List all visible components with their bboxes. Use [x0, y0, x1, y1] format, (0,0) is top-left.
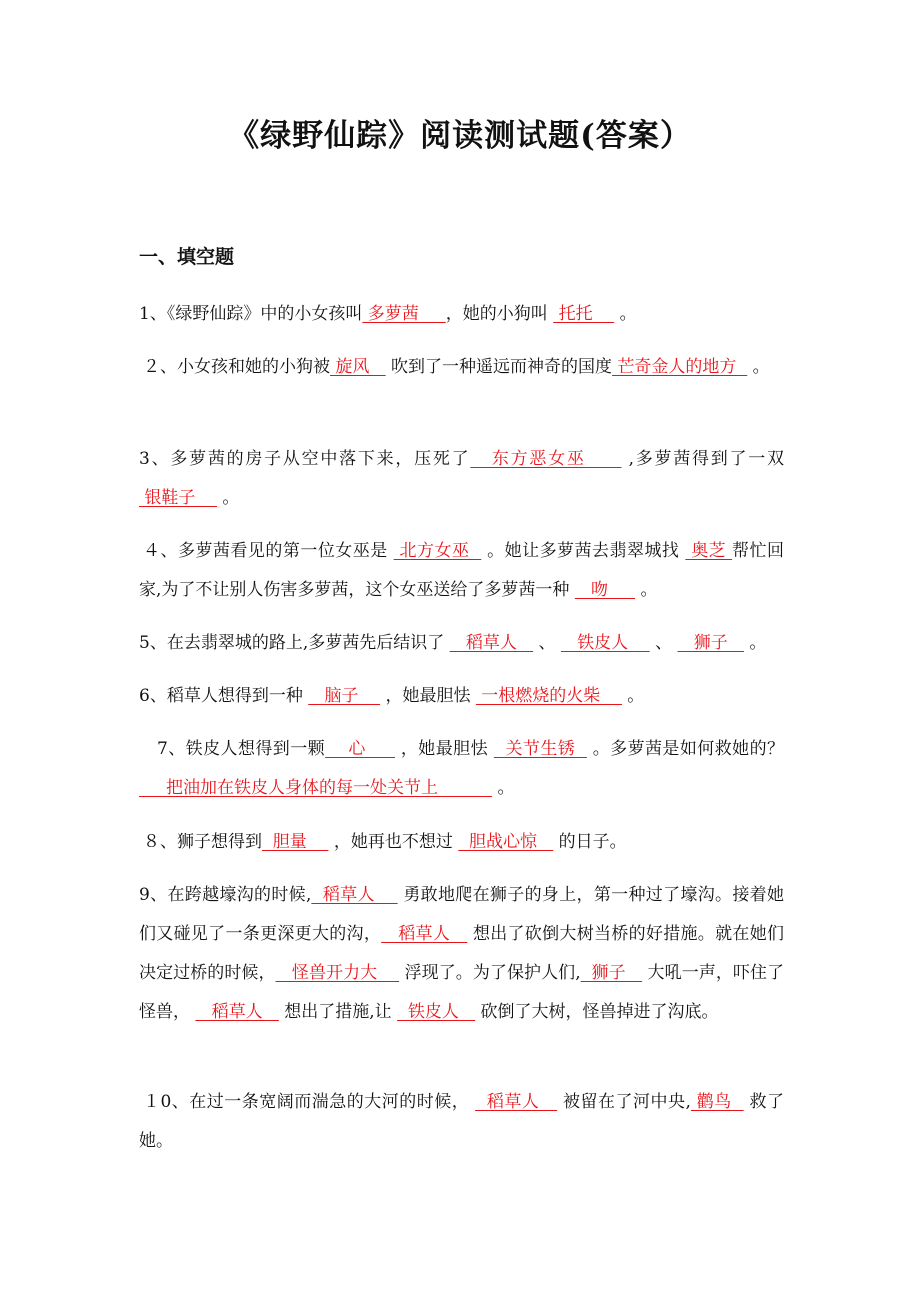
answer-blank: 北方女巫 [393, 541, 482, 561]
question-text: 想出了措施,让 [278, 1002, 398, 1022]
question-8 [139, 823, 784, 862]
question-text: ８、狮子想得到 [143, 832, 262, 852]
question-7 [139, 730, 784, 808]
question-text: 5、在去翡翠城的路上,多萝茜先后结识了 [139, 633, 450, 653]
question-text: ,多萝茜得到了一双 [621, 449, 784, 469]
answer-blank: 稻草人 [311, 885, 398, 905]
question-text: 。多萝茜是如何救她的？ [586, 739, 785, 759]
question-text: 3、多萝茜的房子从空中落下来，压死了 [139, 449, 471, 469]
answer-blank: 铁皮人 [397, 1002, 476, 1022]
question-text: 被留在了河中央, [557, 1092, 691, 1112]
question-9 [139, 876, 784, 1032]
answer-blank: 脑子 [308, 686, 381, 706]
question-text: 。 [635, 580, 658, 600]
question-text: 勇敢地爬在狮子的身上，第一种过了壕沟。接着她们又碰见了一条更深更大的沟， [139, 885, 784, 944]
question-text: 6、稻草人想得到一种 [139, 686, 309, 706]
question-text: 。 [614, 304, 637, 324]
question-text: 、 [533, 633, 561, 653]
answer-blank: 稻草人 [195, 1002, 279, 1022]
question-6 [139, 677, 784, 716]
answer-blank: 旋风 [330, 357, 386, 377]
answer-blank: 稻草人 [381, 924, 468, 944]
answer-blank: 一根燃烧的火柴 [475, 686, 622, 706]
question-text: 救了她。 [139, 1092, 784, 1151]
answer-blank: 托托 [553, 304, 615, 324]
answer-blank: 东方恶女巫 [470, 449, 622, 469]
question-text: 浮现了。为了保护人们, [399, 963, 581, 983]
answer-blank: 胆战心惊 [458, 832, 554, 852]
answer-blank: 铁皮人 [560, 633, 650, 653]
question-text: 帮忙回家,为了不让别人伤害多萝茜，这个女巫送给了多萝茜一种 [139, 541, 785, 600]
answer-blank: 芒奇金人的地方 [612, 357, 748, 377]
question-4 [139, 532, 784, 610]
answer-blank: 关节生锈 [493, 739, 587, 759]
question-text: 。 [743, 633, 767, 653]
question-text: 、 [649, 633, 678, 653]
question-text: 。 [621, 686, 645, 706]
question-text: 9、在跨越壕沟的时候, [139, 885, 312, 905]
question-5 [139, 624, 784, 663]
answer-blank: 胆量 [262, 832, 329, 852]
question-text: 砍倒了大树，怪兽掉进了沟底。 [475, 1002, 719, 1022]
question-text: 的日子。 [553, 832, 627, 852]
question-text: 。 [747, 357, 770, 377]
answer-blank: 吻 [574, 580, 636, 600]
question-text: 。 [217, 488, 240, 508]
question-text: ，她的小狗叫 [445, 304, 554, 324]
answer-blank: 银鞋子 [139, 488, 218, 508]
question-text: 。她让多萝茜去翡翠城找 [481, 541, 686, 561]
question-text: 想出了砍倒大树当桥的好措施。就在她们决定过桥的时候， [139, 924, 784, 983]
question-text: 大吼一声，吓住了怪兽， [139, 963, 785, 1022]
question-2 [139, 348, 784, 387]
answer-blank: 奥芝 [685, 541, 733, 561]
question-text: ，她最胆怯 [380, 686, 476, 706]
question-text: ，她最胆怯 [395, 739, 494, 759]
question-3 [139, 440, 784, 518]
question-text: １0、在过一条宽阔而湍急的大河的时候， [143, 1092, 476, 1112]
answer-blank: 怪兽开力大 [275, 963, 400, 983]
question-text: 7、铁皮人想得到一颗 [157, 739, 326, 759]
question-text: ４、多萝茜看见的第一位女巫是 [143, 541, 394, 561]
question-text: ，她再也不想过 [328, 832, 459, 852]
document-title: 《绿野仙踪》阅读测试题(答案） [228, 118, 692, 154]
answer-blank: 鹳鸟 [690, 1092, 744, 1112]
question-text: 。 [492, 778, 515, 798]
answer-blank: 狮子 [677, 633, 744, 653]
section-heading: 一、填空题 [139, 246, 235, 268]
answer-blank: 多萝茜 [362, 304, 446, 324]
answer-blank: 稻草人 [475, 1092, 558, 1112]
question-text: ２、小女孩和她的小狗被 [143, 357, 330, 377]
answer-blank: 把油加在铁皮人身体的每一处关节上 [139, 778, 493, 798]
answer-blank: 心 [325, 739, 396, 759]
answer-blank: 稻草人 [449, 633, 534, 653]
question-text: 吹到了一种遥远而神奇的国度 [385, 357, 613, 377]
question-10 [139, 1083, 784, 1161]
question-text: 1、《绿野仙踪》中的小女孩叫 [139, 304, 363, 324]
answer-blank: 狮子 [580, 963, 643, 983]
question-1 [139, 295, 784, 334]
